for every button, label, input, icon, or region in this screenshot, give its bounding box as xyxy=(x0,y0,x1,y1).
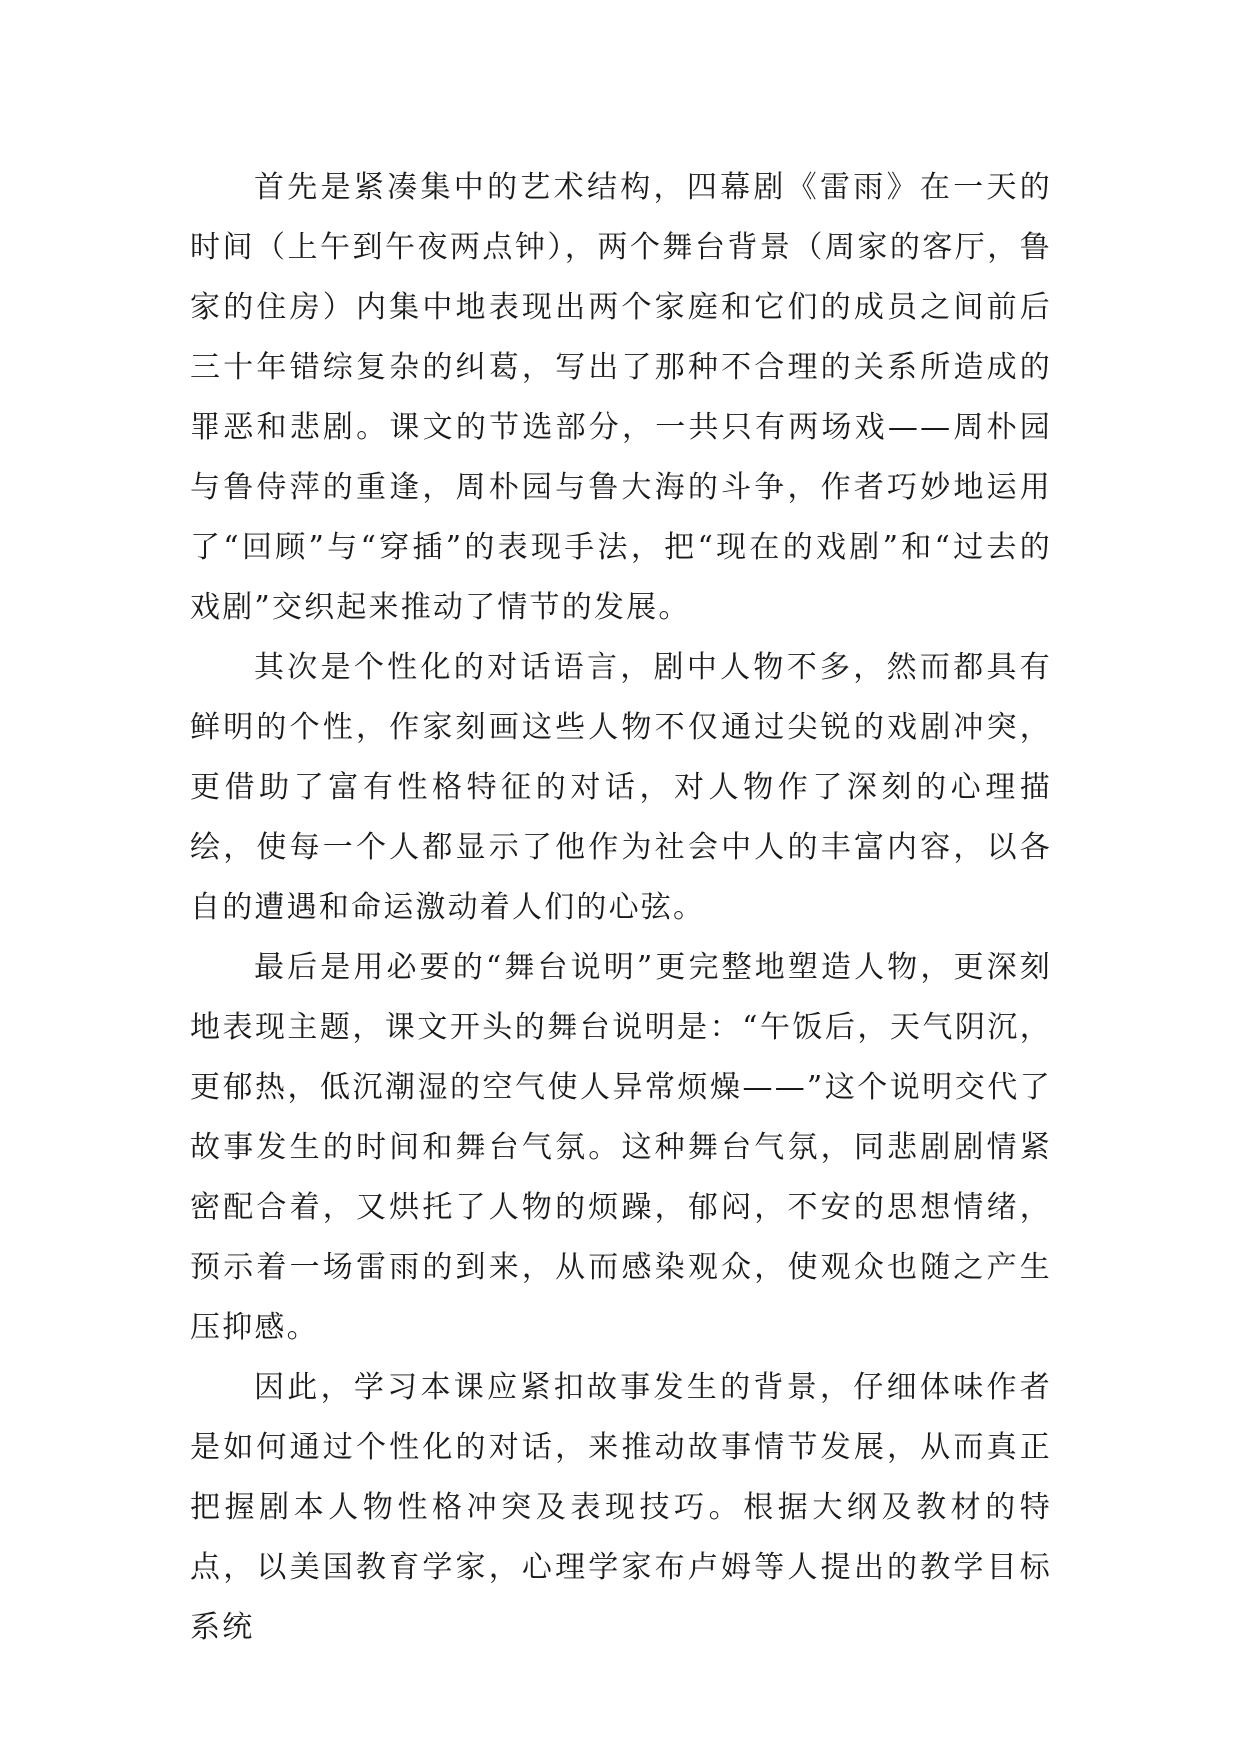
paragraph-structure: 首先是紧凑集中的艺术结构，四幕剧《雷雨》在一天的时间（上午到午夜两点钟），两个舞台背景（周家的客厅，鲁家的住房）内集中地表现出两个家庭和它们的成员之间前后三十年错综复杂的纠葛，写出了那种不合理的关系所造成的罪恶和悲剧。课文的节选部分，一共只有两场戏——周朴园与鲁侍萍的重逢，周朴园与鲁大海的斗争，作者巧妙地运用了“回顾”与“穿插”的表现手法，把“现在的戏剧”和“过去的戏剧”交织起来推动了情节的发展。 xyxy=(190,170,1052,625)
paragraph-dialogue: 其次是个性化的对话语言，剧中人物不多，然而都具有鲜明的个性，作家刻画这些人物不仅通过尖锐的戏剧冲突，更借助了富有性格特征的对话，对人物作了深刻的心理描绘，使每一个人都显示了他作为社会中人的丰富内容，以各自的遭遇和命运激动着人们的心弦。 xyxy=(190,650,1052,925)
body-text xyxy=(190,158,1052,1658)
paragraph-stage-directions: 最后是用必要的“舞台说明”更完整地塑造人物，更深刻地表现主题，课文开头的舞台说明是：“午饭后，天气阴沉，更郁热，低沉潮湿的空气使人异常烦燥——”这个说明交代了故事发生的时间和舞台气氛。这种舞台气氛，同悲剧剧情紧密配合着，又烘托了人物的烦躁，郁闷，不安的思想情绪，预示着一场雷雨的到来，从而感染观众，使观众也随之产生压抑感。 xyxy=(190,950,1052,1345)
paragraph-conclusion: 因此，学习本课应紧扣故事发生的背景，仔细体味作者是如何通过个性化的对话，来推动故事情节发展，从而真正把握剧本人物性格冲突及表现技巧。根据大纲及教材的特点，以美国教育学家，心理学家布卢姆等人提出的教学目标系统 xyxy=(190,1370,1052,1645)
